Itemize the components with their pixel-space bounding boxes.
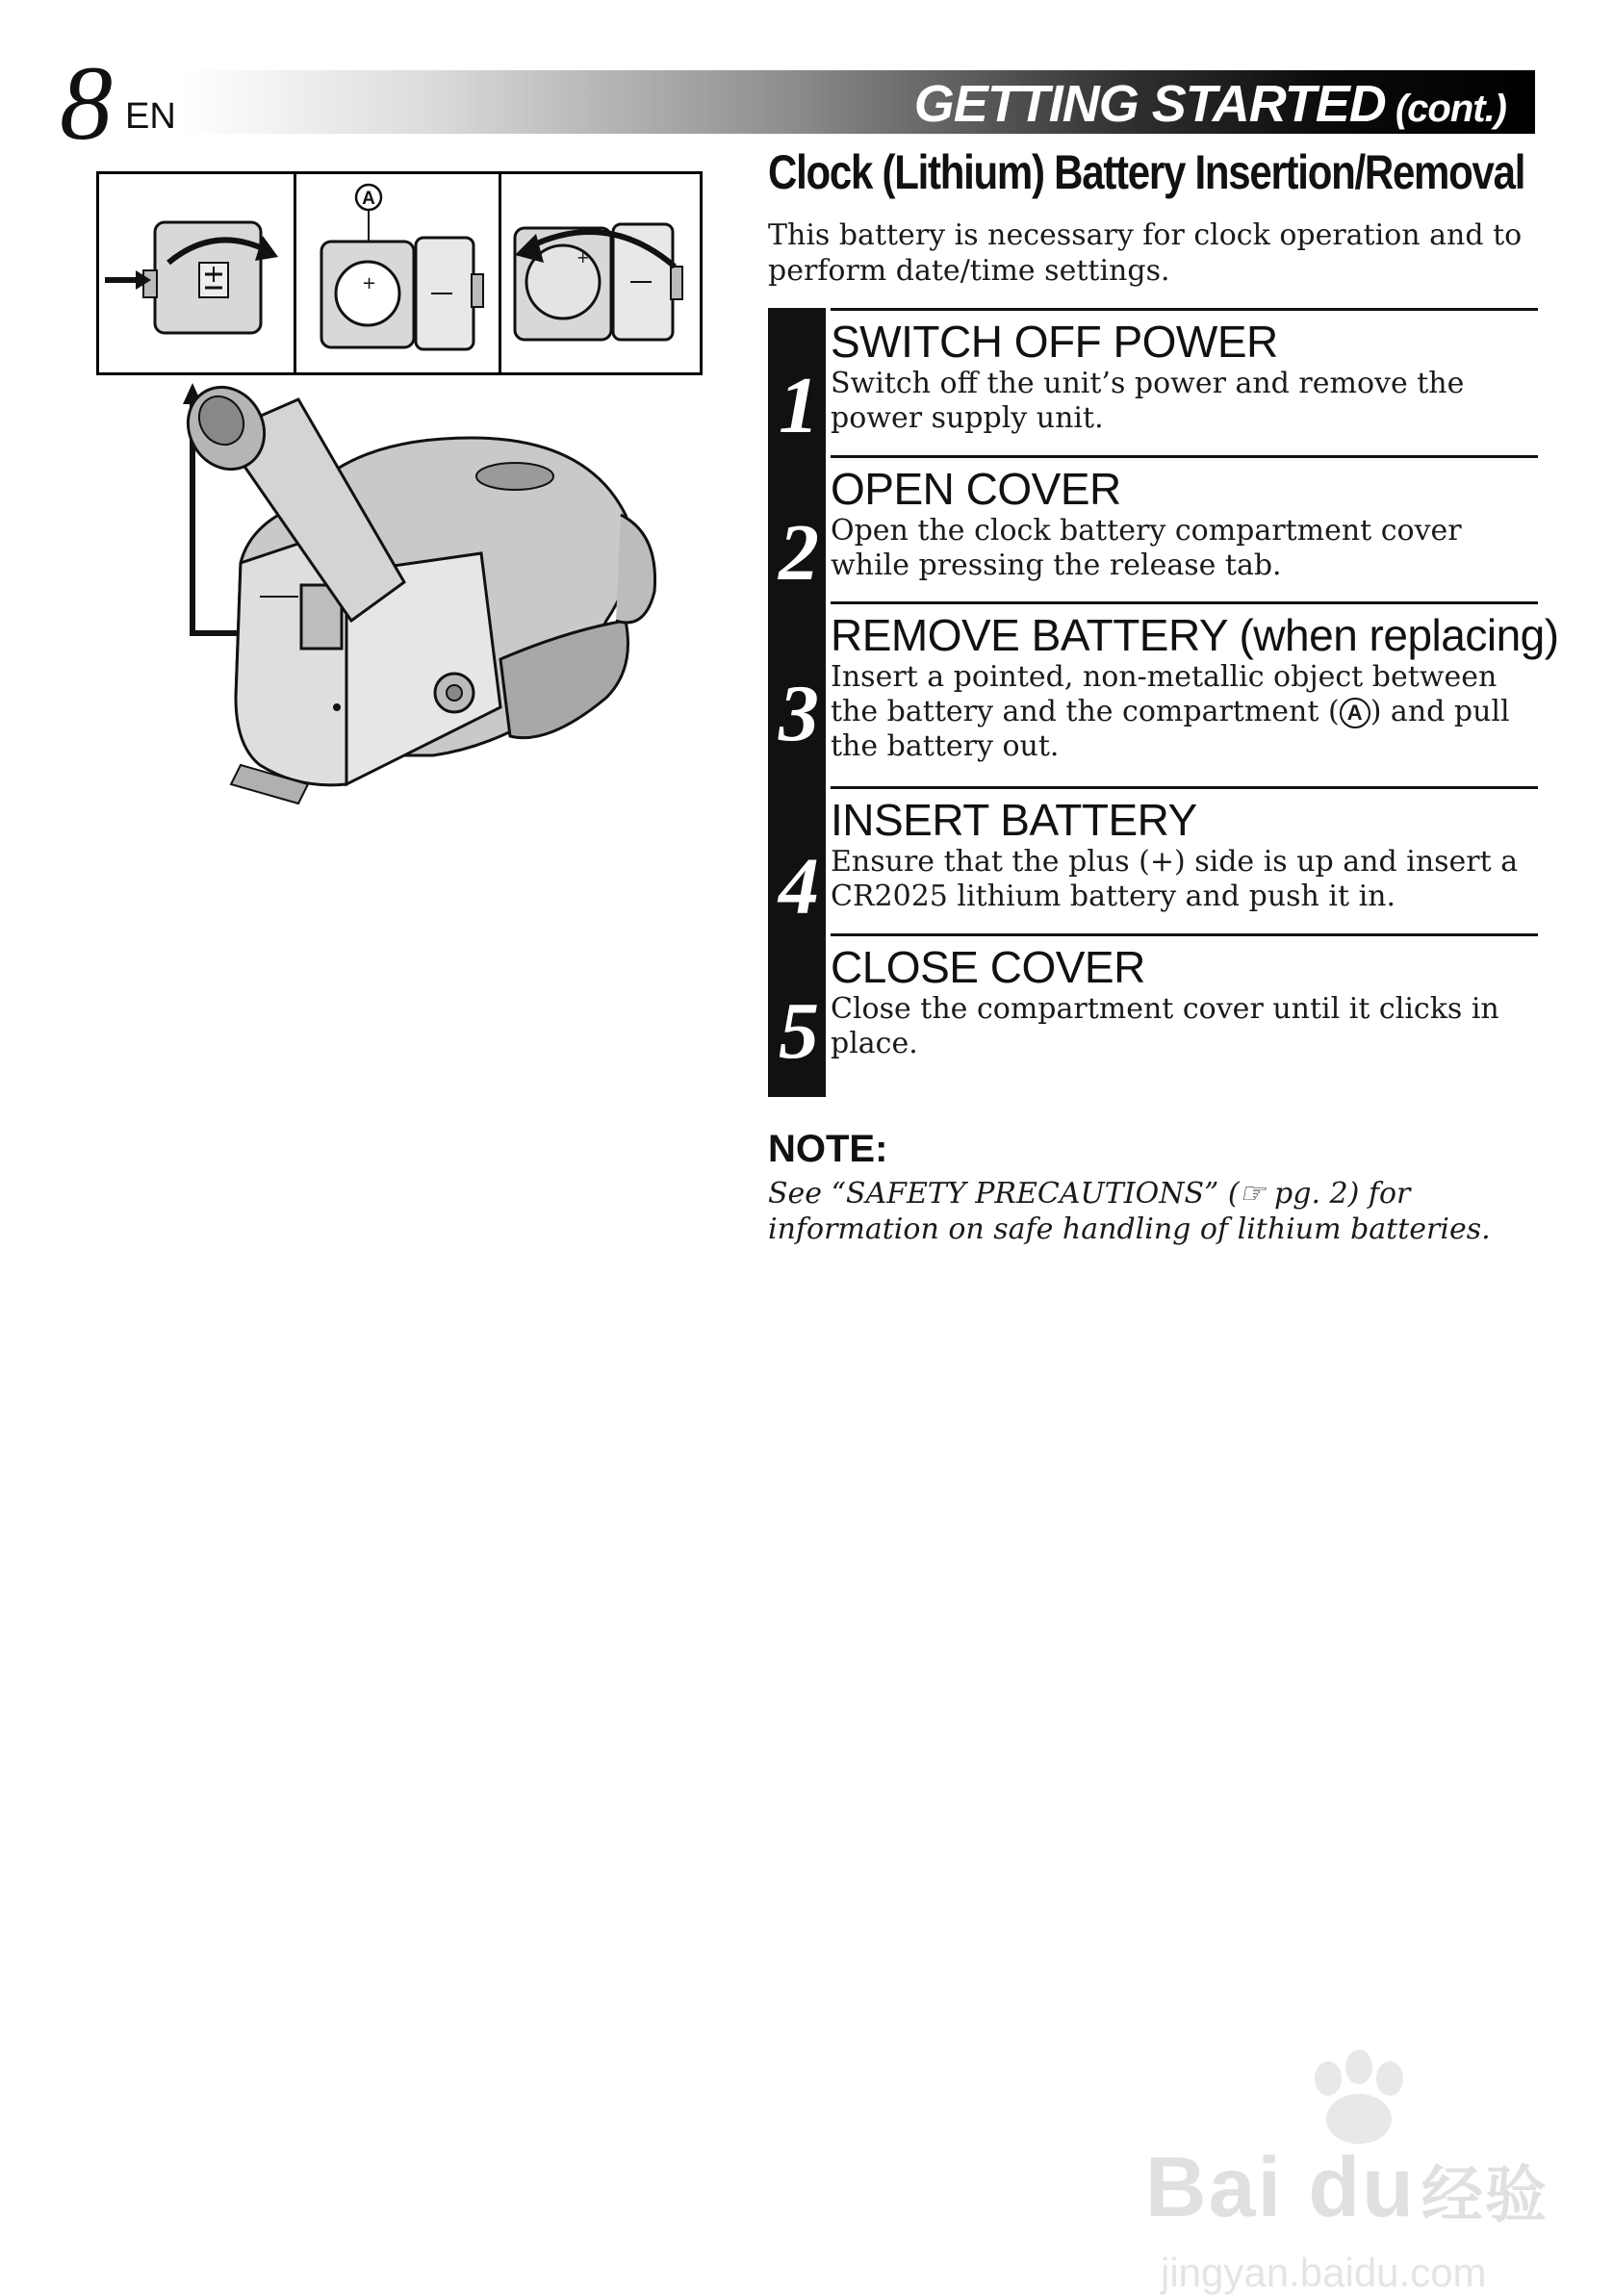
paw-icon [1290, 2050, 1424, 2146]
panel-press-tab [99, 174, 296, 372]
section-header-title [914, 74, 1506, 134]
insert-battery-illustration [501, 174, 705, 372]
step-body [831, 660, 1538, 764]
step-number: 2 [779, 508, 819, 598]
note-title: NOTE: [768, 1128, 888, 1170]
step-body: Switch off the unit’s power and remove the power supply unit. [831, 367, 1465, 435]
section-name: GETTING STARTED [913, 75, 1386, 133]
step-2 [831, 455, 1538, 583]
step-number: 3 [779, 669, 819, 758]
page-language: EN [125, 96, 176, 137]
section-suffix: (cont.) [1395, 88, 1506, 130]
step-heading: REMOVE BATTERY (when replacing) [831, 610, 1559, 660]
callout-marker: A [1340, 698, 1370, 728]
section-header-bar [183, 70, 1535, 134]
panel-open-cover [296, 174, 501, 372]
article-intro: This battery is necessary for clock operation and to perform date/time settings. [768, 218, 1523, 288]
step-number: 1 [779, 361, 819, 450]
svg-text:+: + [362, 273, 377, 293]
step-4 [831, 786, 1538, 914]
step-body: Ensure that the plus (+) side is up and insert a CR2025 lithium battery and push it in. [831, 845, 1519, 913]
callout-label: A [362, 189, 375, 209]
step-3 [831, 601, 1559, 764]
watermark-brand-latin: Bai du [1145, 2139, 1416, 2234]
article-title: Clock (Lithium) Battery Insertion/Removal [768, 145, 1525, 199]
open-cover-illustration [296, 174, 499, 372]
page-number: 8 [60, 44, 113, 162]
press-tab-illustration [99, 174, 294, 372]
watermark-brand-cn: 经验 [1421, 2160, 1549, 2232]
note-body: See “SAFETY PRECAUTIONS” (☞ pg. 2) for information on safe handling of lithium batteries. [768, 1177, 1491, 1246]
battery-illustration-panels [96, 171, 703, 375]
watermark-brand [1145, 2138, 1549, 2236]
step-1 [831, 308, 1538, 436]
camcorder-illustration [183, 380, 683, 832]
step-body: Open the clock battery compartment cover while pressing the release tab. [831, 514, 1462, 582]
svg-text:+: + [576, 248, 590, 267]
step-body: Close the compartment cover until it clicks in place. [831, 992, 1499, 1060]
step-body-part: ) and pull the battery out. [831, 695, 1510, 763]
step-heading: CLOSE COVER [831, 942, 1145, 992]
step-number: 5 [779, 986, 819, 1076]
panel-insert-battery [501, 174, 700, 372]
step-number: 4 [779, 842, 819, 931]
step-heading: SWITCH OFF POWER [831, 317, 1278, 367]
step-heading: INSERT BATTERY [831, 795, 1197, 845]
watermark-url: jingyan.baidu.com [1161, 2250, 1487, 2295]
step-body-part: Insert a pointed, non-metallic object between the battery and the compartment ( [831, 660, 1498, 728]
baidu-watermark [1145, 2050, 1559, 2295]
step-5 [831, 933, 1538, 1061]
step-heading: OPEN COVER [831, 464, 1121, 514]
